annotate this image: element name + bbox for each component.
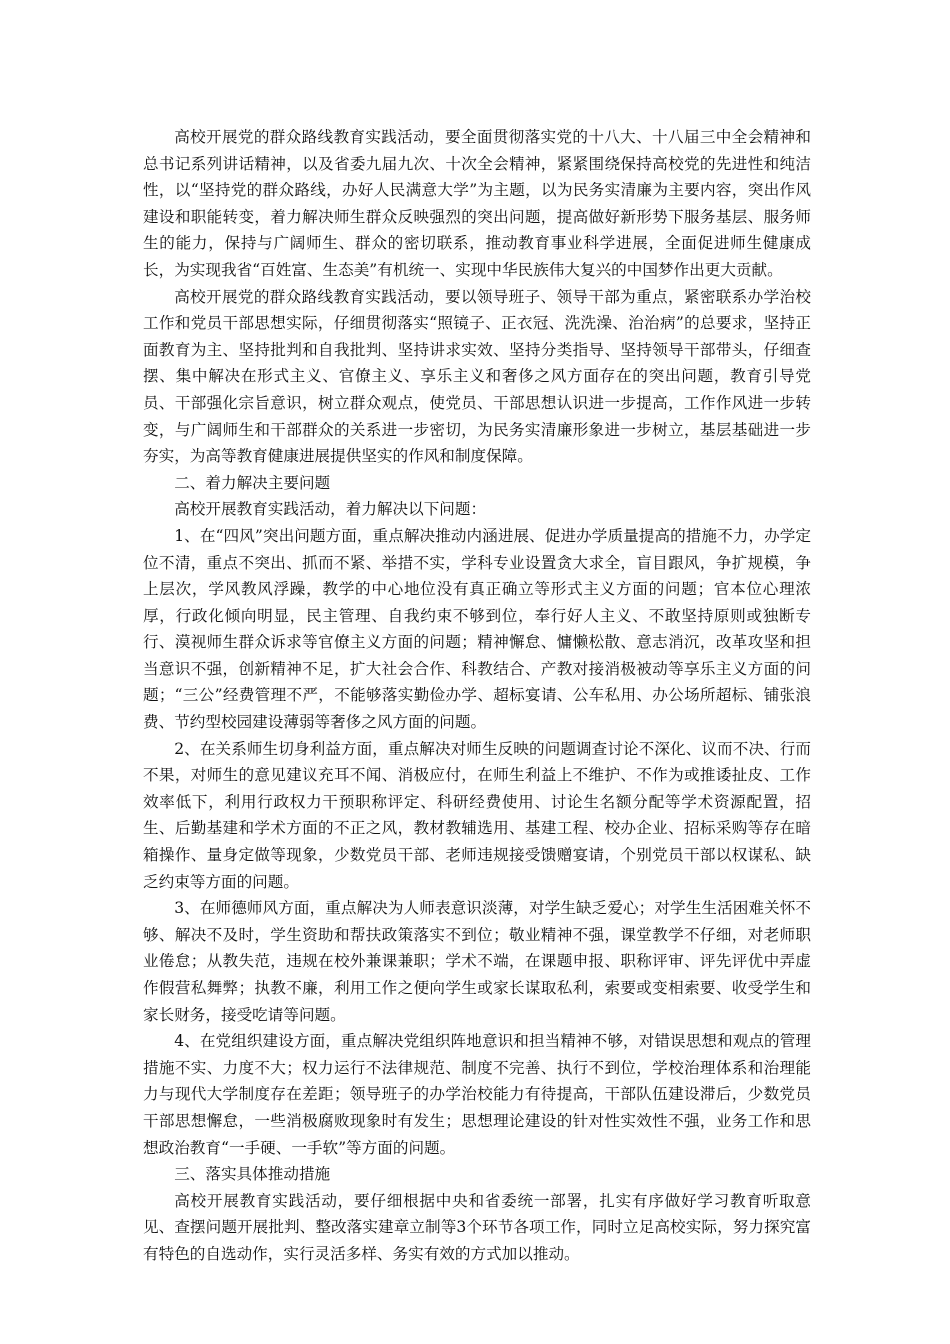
paragraph-item-1: 1、在“四风”突出问题方面，重点解决推动内涵进展、促进办学质量提高的措施不力，办学定位不清，重点不突出、抓而不紧、举措不实，学科专业设置贪大求全，盲目跟风，争扩规模，争上层次，学风教风浮躁，教学的中心地位没有真正确立等形式主义方面的问题；官本位心理浓厚，行政化倾向明显，民主管理、自我约束不够到位，奉行好人主义、不敢坚持原则或独断专行、漠视师生群众诉求等官僚主义方面的问题；精神懈怠、慵懒松散、意志消沉，改革攻坚和担当意识不强，创新精神不足，扩大社会合作、科教结合、产教对接消极被动等享乐主义方面的问题；“三公”经费管理不严，不能够落实勤俭办学、超标宴请、公车私用、办公场所超标、铺张浪费、节约型校园建设薄弱等奢侈之风方面的问题。 <box>143 526 811 732</box>
paragraph-problems-lead: 高校开展教育实践活动，着力解决以下问题： <box>174 500 487 519</box>
section-heading-3: 三、落实具体推动措施 <box>174 1165 331 1184</box>
paragraph-intro: 高校开展党的群众路线教育实践活动，要全面贯彻落实党的十八大、十八届三中全会精神和总书记系列讲话精神，以及省委九届九次、十次全会精神，紧紧围绕保持高校党的先进性和纯洁性，以“坚持党的群众路线，办好人民满意大学”为主题，以为民务实清廉为主要内容，突出作风建设和职能转变，着力解决师生群众反映强烈的突出问题，提高做好新形势下服务基层、服务师生的能力，保持与广阔师生、群众的密切联系，推动教育事业科学进展，全面促进师生健康成长，为实现我省“百姓富、生态美”有机统一、实现中华民族伟大复兴的中国梦作出更大贡献。 <box>143 128 811 279</box>
document-body <box>143 124 811 1268</box>
paragraph-measures: 高校开展教育实践活动，要仔细根据中央和省委统一部署，扎实有序做好学习教育听取意见、查摆问题开展批判、整改落实建章立制等3个环节各项工作，同时立足高校实际，努力探究富有特色的自选动作，实行灵活多样、务实有效的方式加以推动。 <box>143 1191 811 1263</box>
paragraph-focus: 高校开展党的群众路线教育实践活动，要以领导班子、领导干部为重点，紧密联系办学治校工作和党员干部思想实际，仔细贯彻落实“照镜子、正衣冠、洗洗澡、治治病”的总要求，坚持正面教育为主、坚持批判和自我批判、坚持讲求实效、坚持分类指导、坚持领导干部带头，仔细查摆、集中解决在形式主义、官僚主义、享乐主义和奢侈之风方面存在的突出问题，教育引导党员、干部强化宗旨意识，树立群众观点，使党员、干部思想认识进一步提高，工作作风进一步转变，与广阔师生和干部群众的关系进一步密切，为民务实清廉形象进一步树立，基层基础进一步夯实，为高等教育健康进展提供坚实的作风和制度保障。 <box>143 287 811 466</box>
paragraph-item-4: 4、在党组织建设方面，重点解决党组织阵地意识和担当精神不够，对错误思想和观点的管理措施不实、力度不大；权力运行不法律规范、制度不完善、执行不到位，学校治理体系和治理能力与现代大学制度存在差距；领导班子的办学治校能力有待提高，干部队伍建设滞后，少数党员干部思想懈怠，一些消极腐败现象时有发生；思想理论建设的针对性实效性不强，业务工作和思想政治教育“一手硬、一手软”等方面的问题。 <box>143 1032 811 1157</box>
paragraph-item-3: 3、在师德师风方面，重点解决为人师表意识淡薄，对学生缺乏爱心；对学生生活困难关怀不够、解决不及时，学生资助和帮扶政策落实不到位；敬业精神不强，课堂教学不仔细，对老师职业倦怠；从教失范，违规在校外兼课兼职；学术不端，在课题申报、职称评审、评先评优中弄虚作假营私舞弊；执教不廉，利用工作之便向学生或家长谋取私利，索要或变相索要、收受学生和家长财务，接受吃请等问题。 <box>143 899 811 1024</box>
paragraph-item-2: 2、在关系师生切身利益方面，重点解决对师生反映的问题调查讨论不深化、议而不决、行而不果，对师生的意见建议充耳不闻、消极应付，在师生利益上不维护、不作为或推诿扯皮、工作效率低下，利用行政权力干预职称评定、科研经费使用、讨论生名额分配等学术资源配置，招生、后勤基建和学术方面的不正之风，教材教辅选用、基建工程、校办企业、招标采购等存在暗箱操作、量身定做等现象，少数党员干部、老师违规接受馈赠宴请，个别党员干部以权谋私、缺乏约束等方面的问题。 <box>143 739 811 891</box>
section-heading-2: 二、着力解决主要问题 <box>174 473 331 492</box>
